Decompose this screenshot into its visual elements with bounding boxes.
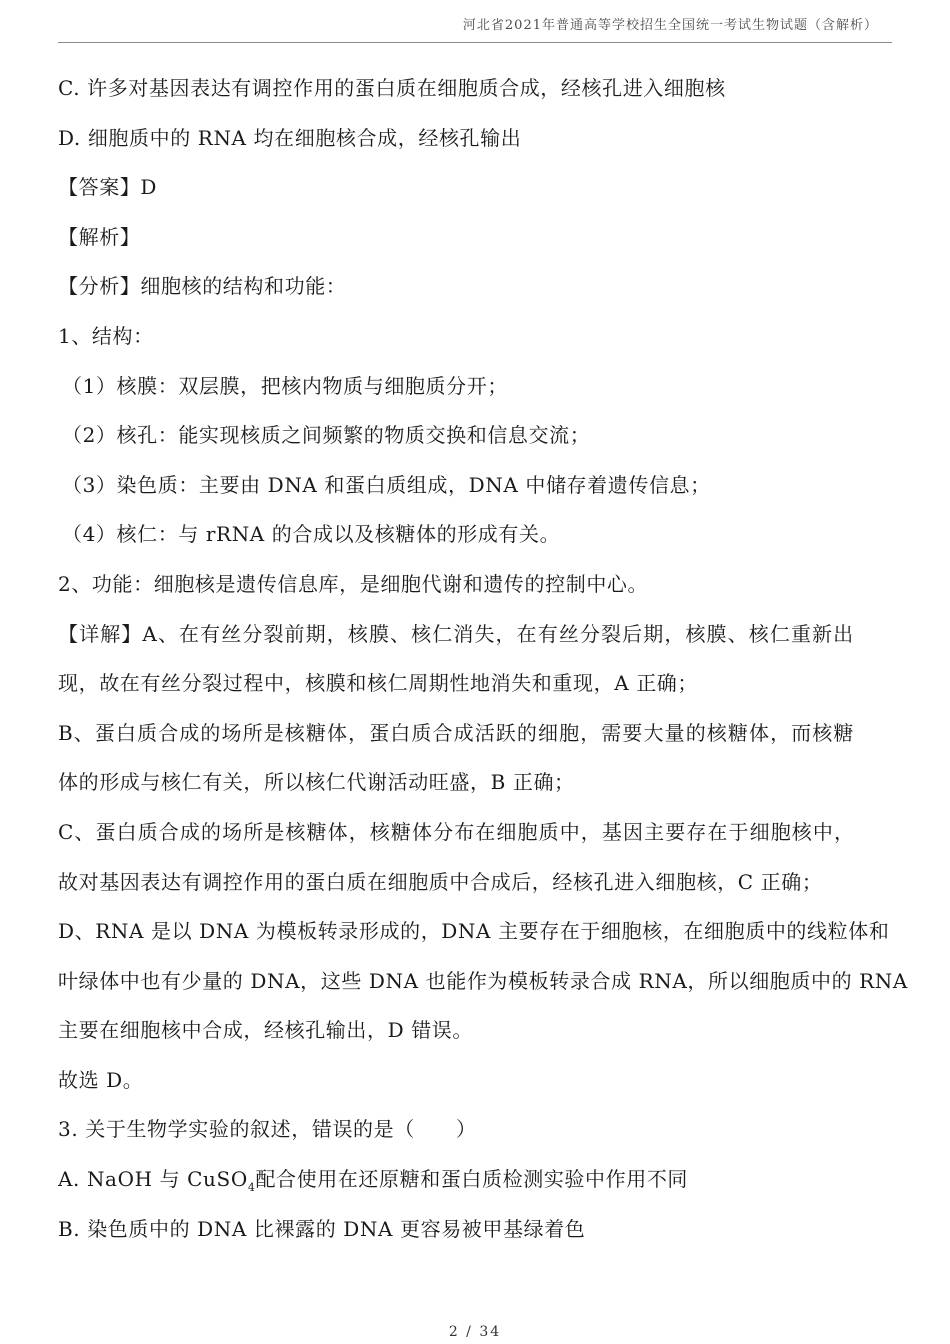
detail-b-line-1: B、蛋白质合成的场所是核糖体，蛋白质合成活跃的细胞，需要大量的核糖体，而核糖	[58, 720, 855, 745]
structure-item-1: （1）核膜：双层膜，把核内物质与细胞质分开；	[62, 373, 508, 398]
question-3-option-b: B. 染色质中的 DNA 比裸露的 DNA 更容易被甲基绿着色	[58, 1216, 586, 1241]
detail-b-line-2: 体的形成与核仁有关，所以核仁代谢活动旺盛，B 正确；	[58, 770, 575, 795]
detail-d-line-2: 叶绿体中也有少量的 DNA，这些 DNA 也能作为模板转录合成 RNA，所以细胞质中的 RNA	[58, 968, 908, 993]
explanation-heading: 【解析】	[58, 224, 141, 249]
detail-c-line-1: C、蛋白质合成的场所是核糖体，核糖体分布在细胞质中，基因主要存在于细胞核中，	[58, 819, 856, 844]
detail-a-line-1: 【详解】A、在有丝分裂前期，核膜、核仁消失，在有丝分裂后期，核膜、核仁重新出	[58, 621, 855, 646]
function-line: 2、功能：细胞核是遗传信息库，是细胞代谢和遗传的控制中心。	[58, 571, 649, 596]
header-title: 河北省2021年普通高等学校招生全国统一考试生物试题（含解析）	[462, 18, 878, 33]
header-divider	[58, 42, 892, 43]
analysis-heading: 【分析】细胞核的结构和功能：	[58, 274, 347, 299]
question-3-stem: 3. 关于生物学实验的叙述，错误的是（ ）	[58, 1117, 477, 1142]
structure-item-4: （4）核仁：与 rRNA 的合成以及核糖体的形成有关。	[62, 522, 561, 547]
detail-d-line-1: D、RNA 是以 DNA 为模板转录形成的，DNA 主要存在于细胞核，在细胞质中的线粒体和	[58, 919, 890, 944]
detail-d-line-3: 主要在细胞核中合成，经核孔输出，D 错误。	[58, 1018, 473, 1043]
conclusion-line: 故选 D。	[58, 1067, 144, 1092]
page-content	[58, 64, 908, 1254]
structure-heading: 1、结构：	[58, 323, 154, 348]
detail-c-line-2: 故对基因表达有调控作用的蛋白质在细胞质中合成后，经核孔进入细胞核，C 正确；	[58, 869, 823, 894]
structure-item-2: （2）核孔：能实现核质之间频繁的物质交换和信息交流；	[62, 423, 591, 448]
question-3-option-a	[58, 1155, 892, 1205]
page-number: 2 / 34	[448, 1324, 502, 1340]
option-a-text-before: A. NaOH 与 CuSO	[58, 1167, 248, 1192]
detail-a-line-2: 现，故在有丝分裂过程中，核膜和核仁周期性地消失和重现，A 正确；	[58, 671, 698, 696]
option-a-subscript: 4	[247, 1181, 256, 1195]
structure-item-3: （3）染色质：主要由 DNA 和蛋白质组成，DNA 中储存着遗传信息；	[62, 472, 711, 497]
option-c-line: C. 许多对基因表达有调控作用的蛋白质在细胞质合成，经核孔进入细胞核	[58, 76, 726, 100]
answer-line: 【答案】D	[58, 175, 158, 200]
option-a-text-after: 配合使用在还原糖和蛋白质检测实验中作用不同	[255, 1167, 689, 1192]
option-d-line: D. 细胞质中的 RNA 均在细胞核合成，经核孔输出	[58, 125, 522, 150]
